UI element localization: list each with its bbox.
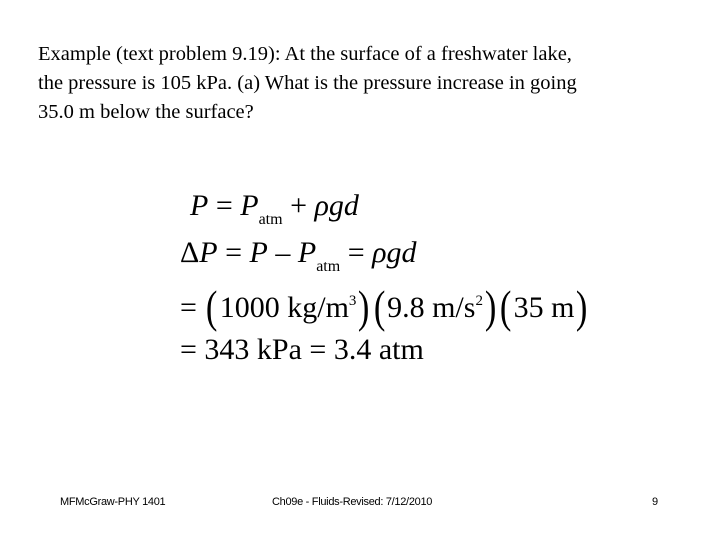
problem-line-2: the pressure is 105 kPa. (a) What is the pressure increase in going bbox=[38, 72, 577, 94]
eq3-paren-close-1: ) bbox=[358, 281, 370, 332]
eq1-gd: gd bbox=[328, 189, 359, 222]
equation-pressure-difference bbox=[180, 238, 417, 273]
eq4-equals-2: = bbox=[301, 333, 334, 366]
eq3-paren-close-3: ) bbox=[576, 281, 588, 332]
footer-page-number: 9 bbox=[652, 496, 658, 508]
eq3-paren-open-1: ( bbox=[206, 281, 218, 332]
eq2-delta: Δ bbox=[180, 236, 200, 269]
eq1-p-atm: P bbox=[240, 189, 259, 222]
equation-result bbox=[180, 335, 424, 365]
equation-substitution bbox=[180, 281, 590, 332]
eq3-gravity-exponent: 2 bbox=[475, 293, 483, 309]
eq2-equals-2: = bbox=[340, 236, 373, 269]
eq2-p: P bbox=[199, 236, 218, 269]
eq2-atm-subscript: atm bbox=[316, 258, 341, 275]
problem-line-3: 35.0 m below the surface? bbox=[38, 101, 254, 123]
eq4-result-kpa: 343 kPa bbox=[204, 333, 302, 366]
eq1-atm-subscript: atm bbox=[258, 211, 283, 228]
eq1-p: P bbox=[190, 189, 209, 222]
eq2-equals: = bbox=[217, 236, 250, 269]
eq3-paren-open-3: ( bbox=[500, 281, 512, 332]
eq3-depth: 35 m bbox=[513, 291, 575, 324]
footer-chapter: Ch09e - Fluids-Revised: 7/12/2010 bbox=[272, 496, 433, 508]
eq1-rho: ρ bbox=[314, 189, 329, 222]
problem-line-1: Example (text problem 9.19): At the surface of a freshwater lake, bbox=[38, 43, 572, 65]
eq2-p2: P bbox=[249, 236, 268, 269]
eq3-gravity: 9.8 m/s bbox=[387, 291, 476, 324]
footer-course: MFMcGraw-PHY 1401 bbox=[60, 496, 166, 508]
eq3-density: 1000 kg/m bbox=[219, 291, 349, 324]
eq4-equals: = bbox=[180, 333, 205, 366]
eq2-gd: gd bbox=[386, 236, 417, 269]
eq1-equals: = bbox=[208, 189, 241, 222]
eq3-paren-open-2: ( bbox=[373, 281, 386, 332]
eq1-plus: + bbox=[282, 189, 315, 222]
eq3-density-exponent: 3 bbox=[348, 293, 357, 309]
eq3-paren-close-2: ) bbox=[484, 281, 497, 332]
eq4-result-atm: 3.4 atm bbox=[333, 333, 424, 366]
eq2-minus: – bbox=[267, 236, 298, 269]
eq3-equals: = bbox=[180, 291, 205, 324]
eq2-p-atm: P bbox=[297, 236, 317, 269]
equation-pressure-depth bbox=[190, 191, 359, 226]
problem-statement bbox=[38, 40, 688, 127]
eq2-rho: ρ bbox=[372, 236, 387, 269]
